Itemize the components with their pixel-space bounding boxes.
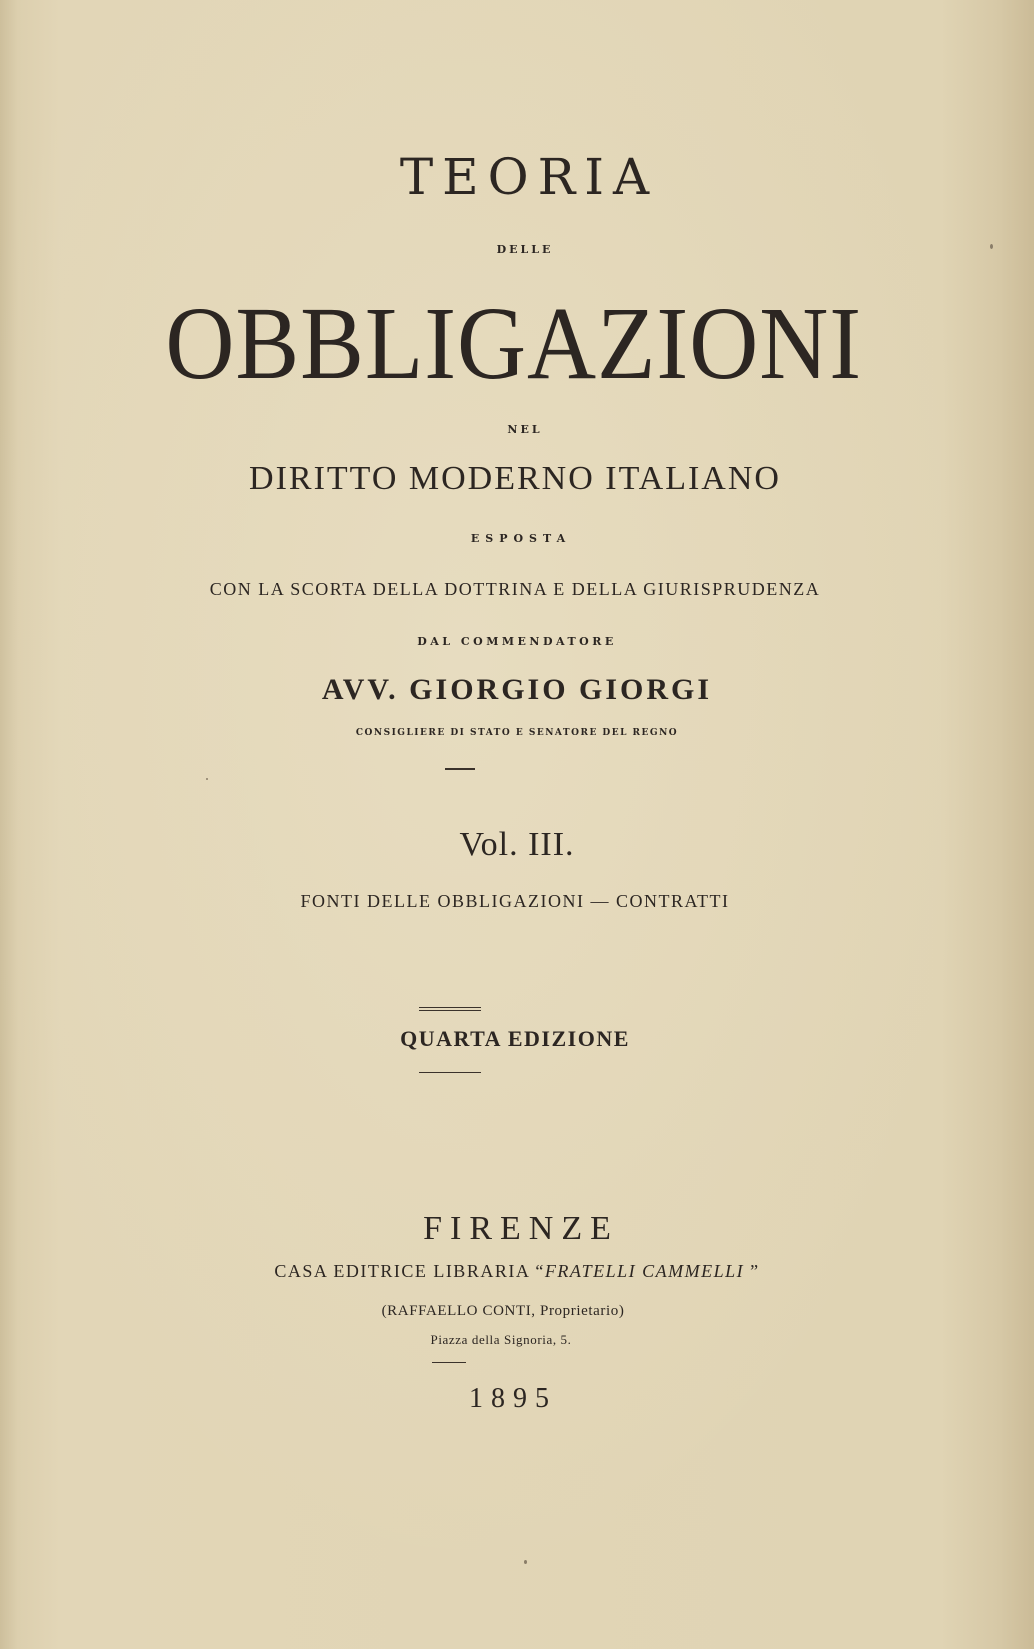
publisher-prefix: CASA EDITRICE LIBRARIA “ bbox=[274, 1261, 545, 1281]
connector-nel: NEL bbox=[507, 423, 543, 436]
publisher-name: FRATELLI CAMMELLI bbox=[544, 1261, 745, 1281]
description: CON LA SCORTA DELLA DOTTRINA E DELLA GIURISPRUDENZA bbox=[209, 579, 821, 599]
connector-esposta: ESPOSTA bbox=[470, 532, 572, 545]
title-main: OBBLIGAZIONI bbox=[165, 286, 863, 401]
title-top: TEORIA bbox=[399, 148, 659, 206]
author-name: AVV. GIORGIO GIORGI bbox=[321, 673, 713, 706]
imprint-city: FIRENZE bbox=[423, 1210, 619, 1247]
divider-rule bbox=[445, 768, 475, 770]
divider-rule-double-top bbox=[419, 1007, 481, 1008]
connector-delle: DELLE bbox=[496, 243, 554, 256]
paper-speck bbox=[990, 244, 993, 249]
paper-speck bbox=[206, 778, 208, 780]
subtitle: DIRITTO MODERNO ITALIANO bbox=[249, 460, 781, 497]
imprint-address: Piazza della Signoria, 5. bbox=[430, 1332, 572, 1347]
divider-rule bbox=[432, 1362, 466, 1363]
publisher-suffix: ” bbox=[744, 1261, 760, 1281]
edition: QUARTA EDIZIONE bbox=[400, 1026, 630, 1051]
divider-rule bbox=[419, 1072, 481, 1073]
author-role: CONSIGLIERE DI STATO E SENATORE DEL REGNO bbox=[355, 728, 679, 738]
volume-subject: FONTI DELLE OBBLIGAZIONI — CONTRATTI bbox=[300, 891, 730, 911]
imprint-proprietor: (RAFFAELLO CONTI, Proprietario) bbox=[381, 1303, 625, 1319]
connector-dal: DAL COMMENDATORE bbox=[417, 635, 617, 648]
imprint-publisher bbox=[0, 1262, 1034, 1280]
divider-rule-double-bottom bbox=[419, 1010, 481, 1011]
volume-number: Vol. III. bbox=[459, 826, 575, 863]
imprint-year: 1895 bbox=[469, 1383, 557, 1414]
paper-speck bbox=[524, 1560, 527, 1564]
